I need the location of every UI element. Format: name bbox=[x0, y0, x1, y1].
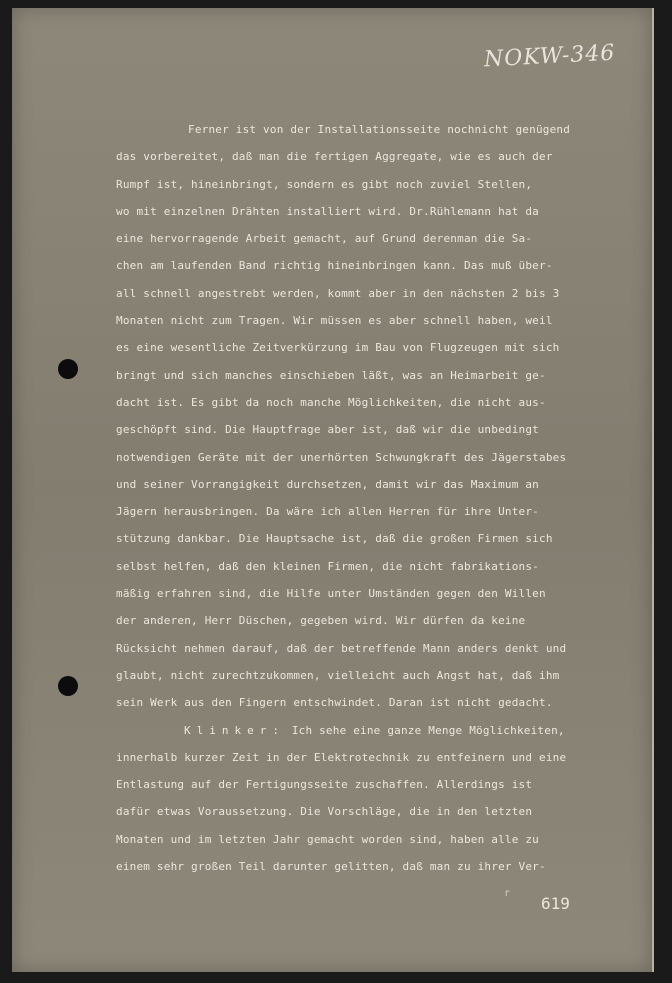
text-line: geschöpft sind. Die Hauptfrage aber ist, daß wir die unbedingt bbox=[116, 423, 539, 437]
text-line: Ferner ist von der Installationsseite nochnicht genügend bbox=[188, 123, 571, 136]
text-line: selbst helfen, daß den kleinen Firmen, die nicht fabrikations- bbox=[116, 559, 539, 573]
document-page bbox=[12, 8, 654, 972]
text-line: der anderen, Herr Düschen, gegeben wird. Wir dürfen da keine bbox=[116, 614, 526, 628]
text-line: mäßig erfahren sind, die Hilfe unter Umständen gegen den Willen bbox=[116, 587, 546, 601]
speaker-name: Klinker: bbox=[184, 723, 285, 737]
text-line: Monaten nicht zum Tragen. Wir müssen es aber schnell haben, weil bbox=[116, 314, 553, 328]
text-line: all schnell angestrebt werden, kommt aber in den nächsten 2 bis 3 bbox=[116, 286, 560, 300]
text-line: es eine wesentliche Zeitverkürzung im Bau von Flugzeugen mit sich bbox=[116, 341, 560, 355]
text-line: stützung dankbar. Die Hauptsache ist, daß die großen Firmen sich bbox=[116, 532, 553, 546]
typewritten-body bbox=[116, 116, 636, 880]
text-line: Rücksicht nehmen darauf, daß der betreffende Mann anders denkt und bbox=[116, 641, 567, 655]
text-line: glaubt, nicht zurechtzukommen, vielleicht auch Angst hat, daß ihm bbox=[116, 668, 560, 682]
text-line: dacht ist. Es gibt da noch manche Möglichkeiten, die nicht aus- bbox=[116, 395, 546, 409]
text-line: sein Werk aus den Fingern entschwindet. Daran ist nicht gedacht. bbox=[116, 696, 553, 710]
speaker-line bbox=[116, 717, 636, 744]
text-line: innerhalb kurzer Zeit in der Elektrotechnik zu entfeinern und eine bbox=[116, 750, 567, 764]
punch-hole-top bbox=[58, 359, 78, 379]
text-line: wo mit einzelnen Drähten installiert wird. Dr.Rühlemann hat da bbox=[116, 204, 539, 218]
punch-hole-bottom bbox=[58, 676, 78, 696]
page-number: 619 bbox=[541, 894, 570, 913]
handwritten-reference-mark: NOKW-346 bbox=[483, 40, 616, 73]
text-line: Entlastung auf der Fertigungsseite zuschaffen. Allerdings ist bbox=[116, 778, 533, 792]
text-line: dafür etwas Voraussetzung. Die Vorschläge, die in den letzten bbox=[116, 805, 533, 819]
text-line: notwendigen Geräte mit der unerhörten Schwungkraft des Jägerstabes bbox=[116, 450, 567, 464]
text-line: Jägern herausbringen. Da wäre ich allen Herren für ihre Unter- bbox=[116, 505, 539, 519]
stray-pencil-mark: r bbox=[504, 888, 511, 899]
text-line: eine hervorragende Arbeit gemacht, auf Grund derenman die Sa- bbox=[116, 232, 533, 246]
text-line: und seiner Vorrangigkeit durchsetzen, damit wir das Maximum an bbox=[116, 477, 539, 491]
text-line: chen am laufenden Band richtig hineinbringen kann. Das muß über- bbox=[116, 259, 553, 273]
text-line-fragment: Ich sehe eine ganze Menge Möglichkeiten, bbox=[291, 723, 565, 737]
text-line: einem sehr großen Teil darunter gelitten, daß man zu ihrer Ver- bbox=[116, 860, 546, 874]
text-line: das vorbereitet, daß man die fertigen Aggregate, wie es auch der bbox=[116, 150, 553, 164]
text-line: bringt und sich manches einschieben läßt, was an Heimarbeit ge- bbox=[116, 368, 546, 382]
text-line: Monaten und im letzten Jahr gemacht worden sind, haben alle zu bbox=[116, 832, 539, 846]
text-line: Rumpf ist, hineinbringt, sondern es gibt noch zuviel Stellen, bbox=[116, 177, 533, 191]
